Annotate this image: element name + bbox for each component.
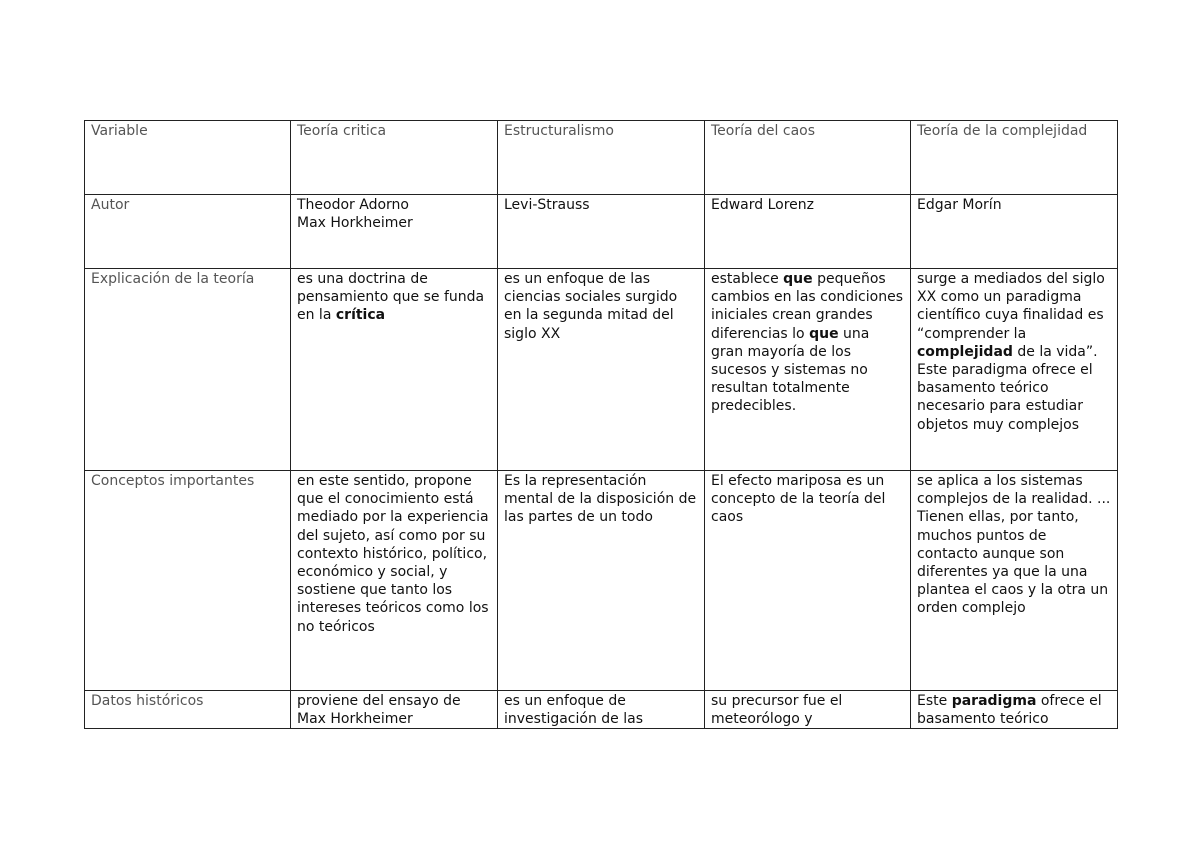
- datos-col1-cell: [291, 691, 498, 729]
- conceptos-col3-text: El efecto mariposa es un concepto de la teoría del caos: [711, 473, 886, 526]
- autor-levi-strauss: Levi-Strauss: [504, 197, 590, 213]
- autor-adorno: Theodor Adorno: [297, 197, 409, 213]
- explicacion-label-cell: [85, 269, 291, 471]
- autor-col3-cell: [705, 195, 911, 269]
- autor-label-cell: [85, 195, 291, 269]
- explicacion-col3-cell: [705, 269, 911, 471]
- datos-col4-a: Este: [917, 693, 952, 709]
- datos-col3-cell: [705, 691, 911, 729]
- conceptos-col3-cell: [705, 471, 911, 691]
- datos-col4-cell: [911, 691, 1118, 729]
- datos-label-cell: [85, 691, 291, 729]
- header-col4-cell: [911, 121, 1118, 195]
- explicacion-col3-d: que: [809, 325, 839, 342]
- header-col1-cell: [291, 121, 498, 195]
- conceptos-col4-cell: [911, 471, 1118, 691]
- datos-col4-c: ofrece el basamento teórico: [917, 693, 1102, 728]
- autor-col4-cell: [911, 195, 1118, 269]
- explicacion-col3-a: establece: [711, 271, 784, 287]
- explicacion-col1-cell: [291, 269, 498, 471]
- explicacion-col1-bold: crítica: [335, 307, 386, 324]
- explicacion-col4-b: complejidad: [917, 343, 1013, 360]
- explicacion-col2-text: es un enfoque de las ciencias sociales surgido en la segunda mitad del siglo XX: [504, 271, 678, 342]
- header-variable-cell: [85, 121, 291, 195]
- header-row: [85, 121, 1118, 195]
- header-variable: Variable: [91, 123, 148, 139]
- explicacion-col3-b: que: [783, 271, 813, 287]
- autor-row: [85, 195, 1118, 269]
- conceptos-col2-cell: [498, 471, 705, 691]
- autor-lorenz: Edward Lorenz: [711, 197, 815, 213]
- explicacion-col4-c: de la vida”. Este paradigma ofrece el basamento teórico necesario para estudiar objetos muy complejos: [917, 343, 1098, 433]
- datos-col3-text: su precursor fue el meteorólogo y: [711, 693, 843, 728]
- header-col3-cell: [705, 121, 911, 195]
- header-col2-cell: [498, 121, 705, 195]
- explicacion-col3-c: pequeños cambios en las condiciones iniciales crean grandes diferencias lo: [711, 271, 903, 342]
- explicacion-col4-cell: [911, 269, 1118, 471]
- datos-col4-b: paradigma: [951, 693, 1037, 709]
- conceptos-col1-text: en este sentido, propone que el conocimiento está mediado por la experiencia del sujeto, así como por su contexto histórico, político, económico y social, y sostiene que tanto los intereses teóricos como los no teóricos: [297, 473, 489, 635]
- conceptos-col1-cell: [291, 471, 498, 691]
- autor-col1-cell: [291, 195, 498, 269]
- comparison-table: [84, 120, 1118, 729]
- explicacion-col3-e: una gran mayoría de los sucesos y sistemas no resultan totalmente predecibles.: [711, 325, 870, 415]
- explicacion-row: [85, 269, 1118, 471]
- conceptos-row: [85, 471, 1118, 691]
- datos-label: Datos históricos: [91, 693, 204, 709]
- header-teoria-caos: Teoría del caos: [711, 123, 816, 139]
- conceptos-col4-text: se aplica a los sistemas complejos de la realidad. ... Tienen ellas, por tanto, muchos puntos de contacto aunque son diferentes ya que la una plantea el caos y la otra un orden complejo: [917, 473, 1111, 617]
- datos-col2-text: es un enfoque de investigación de las: [504, 693, 643, 728]
- explicacion-label: Explicación de la teoría: [91, 271, 255, 287]
- header-teoria-complejidad: Teoría de la complejidad: [917, 123, 1088, 139]
- autor-morin: Edgar Morín: [917, 197, 1002, 213]
- header-teoria-critica: Teoría critica: [297, 123, 387, 139]
- explicacion-col4-a: surge a mediados del siglo XX como un paradigma científico cuya finalidad es “comprender la: [917, 271, 1105, 342]
- autor-horkheimer: Max Horkheimer: [297, 215, 413, 232]
- datos-col2-cell: [498, 691, 705, 729]
- datos-col1-text: proviene del ensayo de Max Horkheimer: [297, 693, 461, 728]
- conceptos-label-cell: [85, 471, 291, 691]
- conceptos-col2-text: Es la representación mental de la disposición de las partes de un todo: [504, 473, 697, 526]
- header-estructuralismo: Estructuralismo: [504, 123, 614, 139]
- conceptos-label: Conceptos importantes: [91, 473, 255, 489]
- autor-label: Autor: [91, 197, 130, 213]
- datos-row: [85, 691, 1118, 729]
- explicacion-col2-cell: [498, 269, 705, 471]
- autor-col2-cell: [498, 195, 705, 269]
- explicacion-col1-text: es una doctrina de pensamiento que se funda en la: [297, 271, 485, 324]
